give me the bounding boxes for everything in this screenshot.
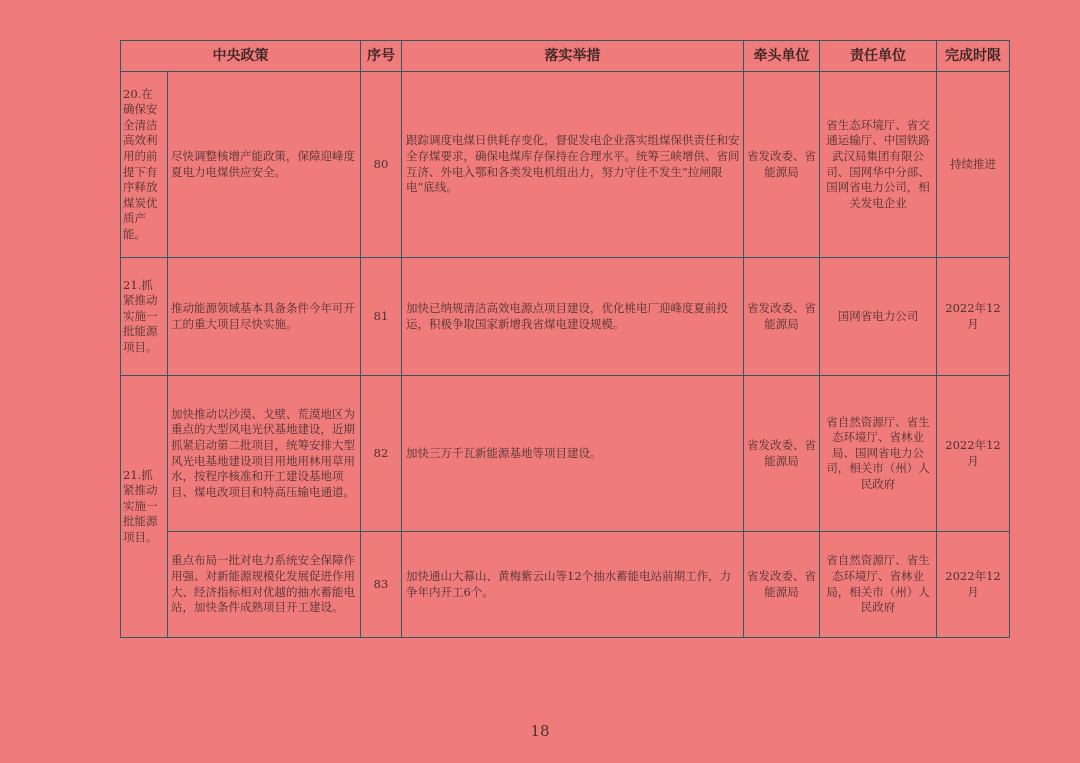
header-central-policy: 中央政策 [121,41,361,72]
deadline-cell: 2022年12月 [937,532,1010,638]
responsible-unit-cell: 省自然资源厅、省生态环境厅、省林业局，相关市（州）人民政府 [820,532,937,638]
category-cell: 20.在确保安全清洁高效利用的前提下有序释放煤炭优质产能。 [121,72,168,258]
policy-cell: 尽快调整核增产能政策，保障迎峰度夏电力电煤供应安全。 [168,72,361,258]
category-cell: 21.抓紧推动实施一批能源项目。 [121,258,168,376]
deadline-cell: 持续推进 [937,72,1010,258]
deadline-cell: 2022年12月 [937,258,1010,376]
header-deadline: 完成时限 [937,41,1010,72]
header-serial-number: 序号 [361,41,402,72]
measure-cell: 加快已纳规清洁高效电源点项目建设，优化桃电厂迎峰度夏前投运，积极争取国家新增我省煤电建设规模。 [402,258,744,376]
lead-unit-cell: 省发改委、省能源局 [744,376,820,532]
serial-number-cell: 81 [361,258,402,376]
table-row [121,532,1010,638]
serial-number-cell: 80 [361,72,402,258]
header-implementation-measures: 落实举措 [402,41,744,72]
responsible-unit-cell: 省生态环境厅、省交通运输厅、中国铁路武汉局集团有限公司、国网华中分部、国网省电力公司，相关发电企业 [820,72,937,258]
policy-cell: 推动能源领域基本具备条件今年可开工的重大项目尽快实施。 [168,258,361,376]
measure-cell: 加快三万千瓦新能源基地等项目建设。 [402,376,744,532]
header-row [121,41,1010,72]
header-lead-unit: 牵头单位 [744,41,820,72]
responsible-unit-cell: 省自然资源厅、省生态环境厅、省林业局、国网省电力公司，相关市（州）人民政府 [820,376,937,532]
policy-cell: 重点布局一批对电力系统安全保障作用强、对新能源规模化发展促进作用大、经济指标相对优越的抽水蓄能电站，加快条件成熟项目开工建设。 [168,532,361,638]
lead-unit-cell: 省发改委、省能源局 [744,532,820,638]
policy-cell: 加快推动以沙漠、戈壁、荒漠地区为重点的大型风电光伏基地建设，近期抓紧启动第二批项目，统筹安排大型风光电基地建设项目用地用林用草用水，按程序核准和开工建设基地项目、煤电改项目和特高压输电通道。 [168,376,361,532]
table-row [121,258,1010,376]
lead-unit-cell: 省发改委、省能源局 [744,72,820,258]
policy-table [120,40,1010,638]
lead-unit-cell: 省发改委、省能源局 [744,258,820,376]
measure-cell: 加快通山大幕山、黄梅紫云山等12个抽水蓄能电站前期工作，力争年内开工6个。 [402,532,744,638]
deadline-cell: 2022年12月 [937,376,1010,532]
serial-number-cell: 82 [361,376,402,532]
table-row [121,376,1010,532]
table-row [121,72,1010,258]
page-number: 18 [530,722,550,740]
serial-number-cell: 83 [361,532,402,638]
category-cell: 21.抓紧推动实施一批能源项目。 [121,376,168,638]
responsible-unit-cell: 国网省电力公司 [820,258,937,376]
measure-cell: 跟踪调度电煤日供耗存变化，督促发电企业落实组煤保供责任和安全存煤要求，确保电煤库存保持在合理水平。统筹三峡增供、省间互济、外电入鄂和各类发电机组出力，努力守住不发生“拉闸限电”底线。 [402,72,744,258]
header-responsible-unit: 责任单位 [820,41,937,72]
